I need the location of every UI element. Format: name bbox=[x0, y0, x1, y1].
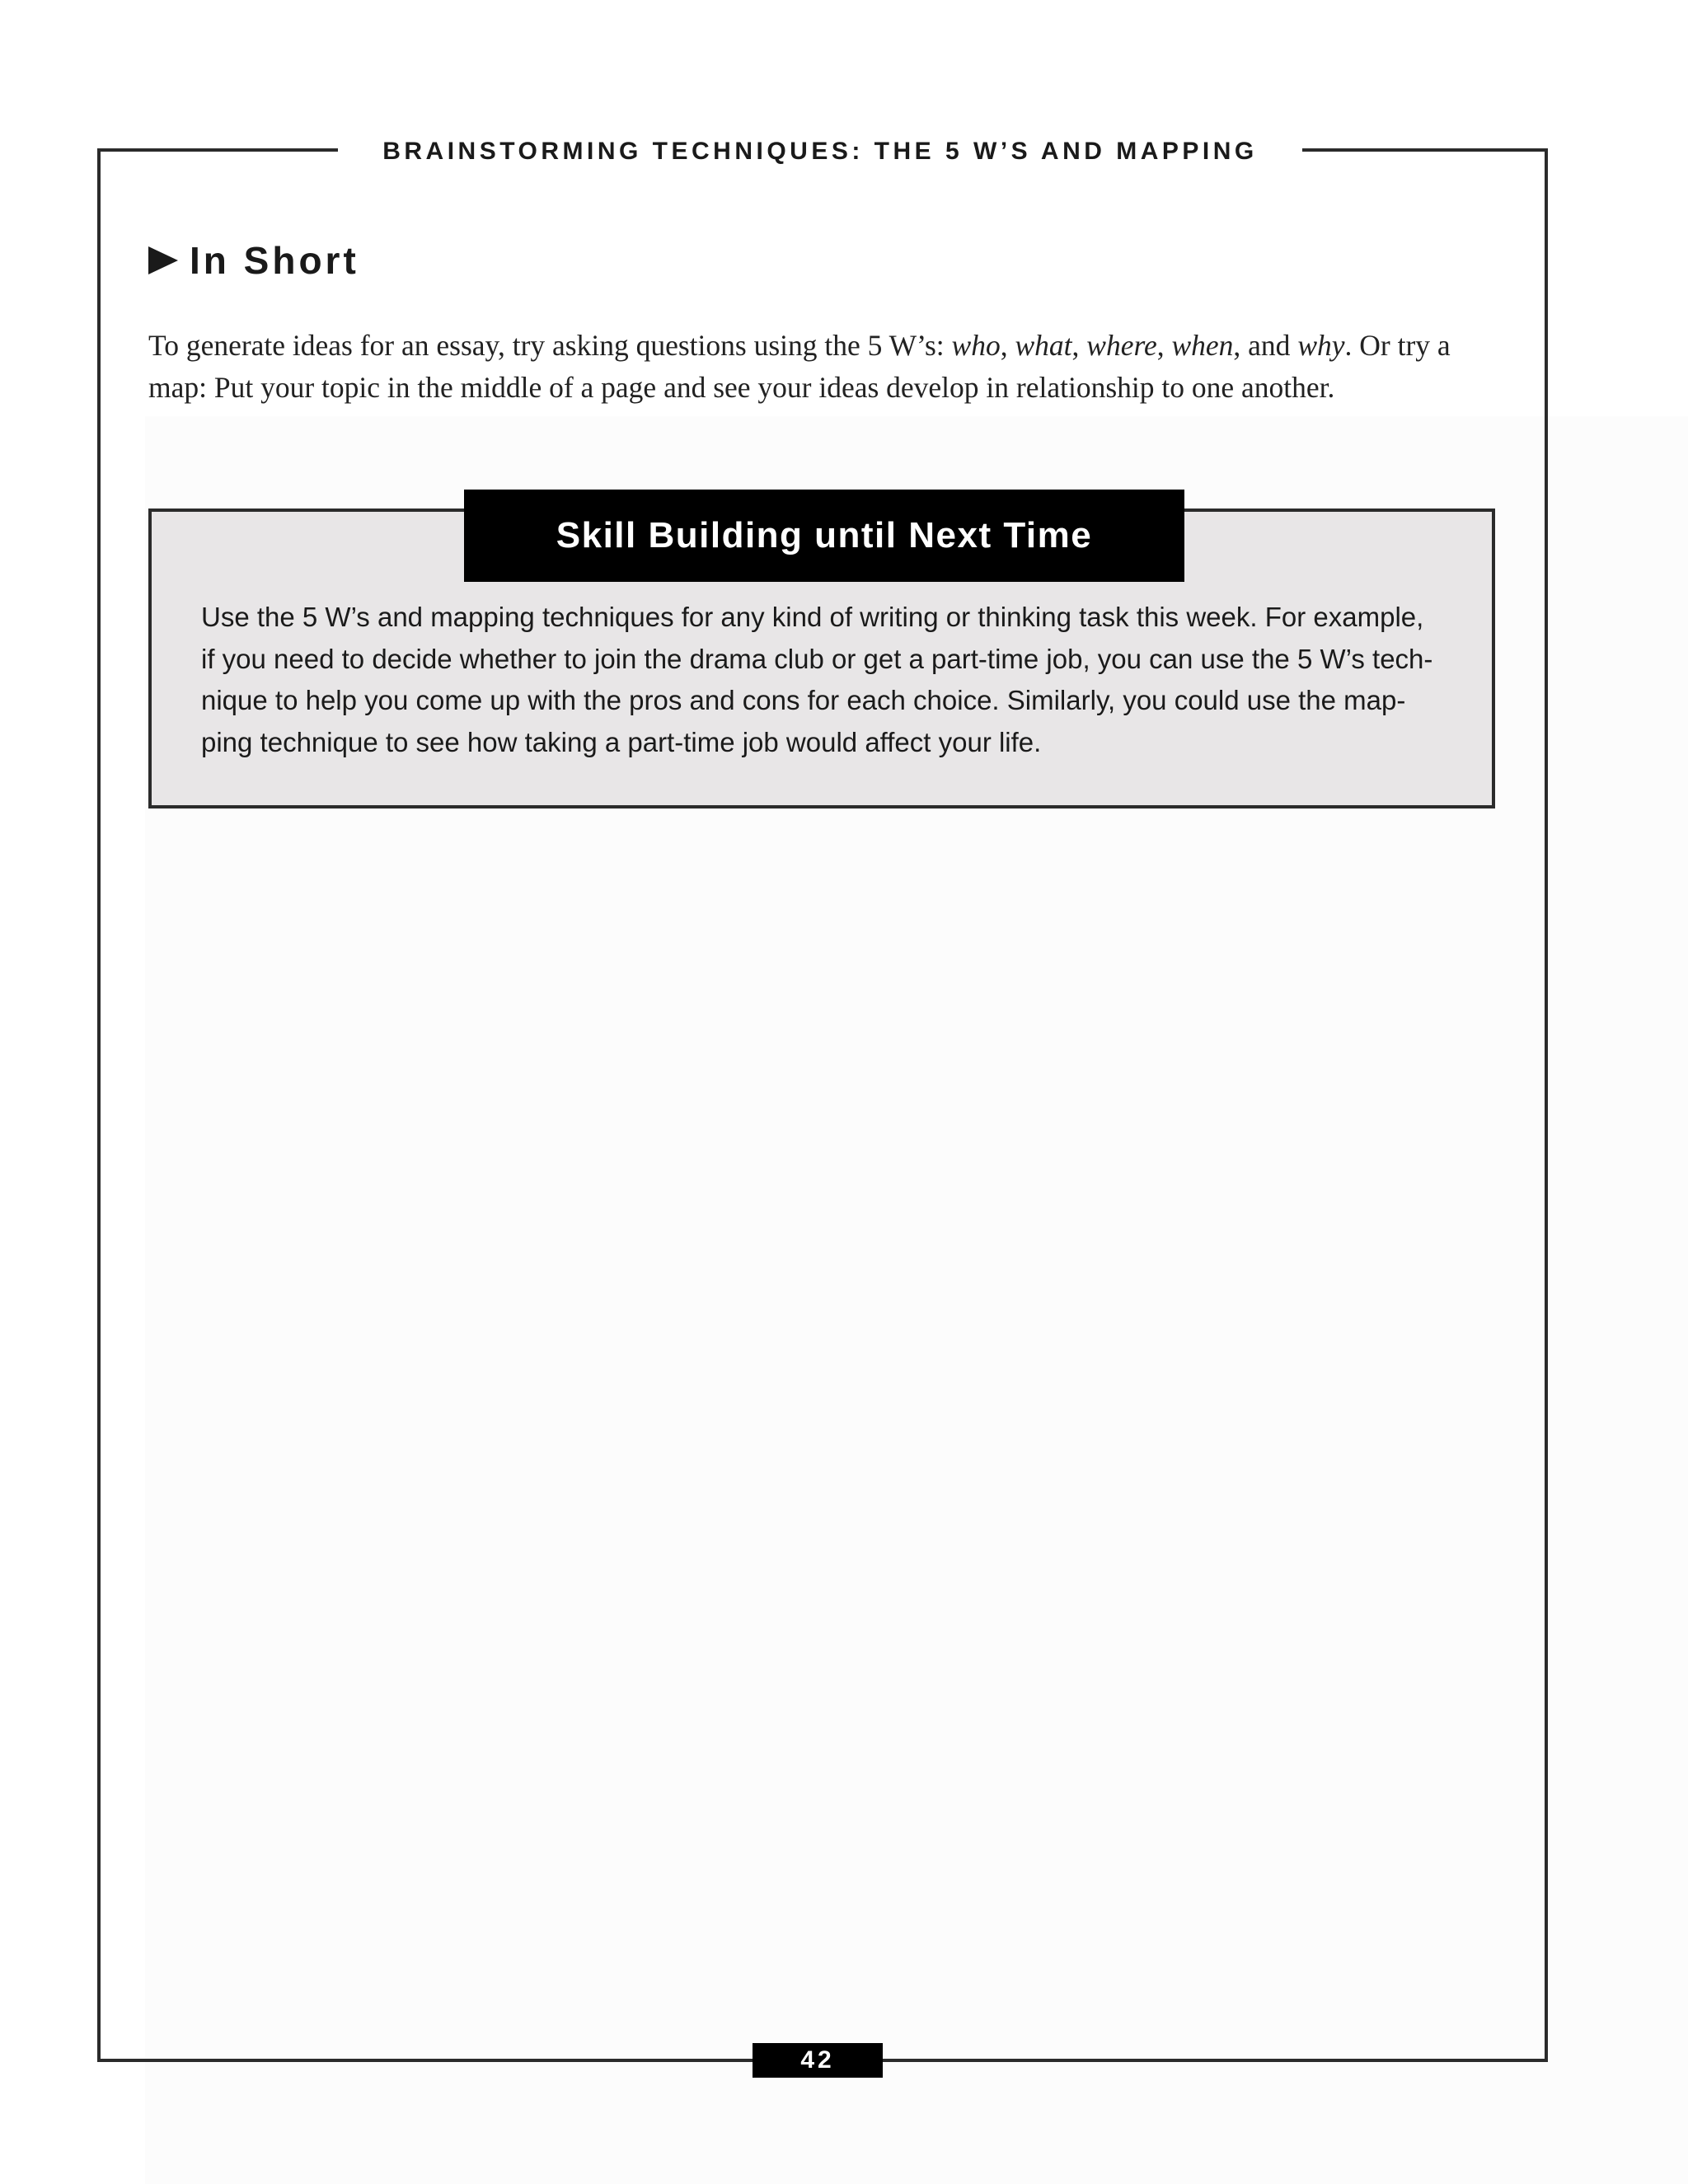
skill-building-text bbox=[201, 597, 1446, 763]
intro-separator: , bbox=[1156, 329, 1172, 362]
intro-text-end: . Or try a map: Put your topic in the middle of a page and see your ideas develop in relationship to one another. bbox=[148, 329, 1451, 404]
intro-separator: , bbox=[1000, 329, 1015, 362]
intro-where: where bbox=[1086, 329, 1157, 362]
intro-separator: , bbox=[1071, 329, 1087, 362]
page-frame bbox=[97, 148, 1548, 2062]
intro-why: why bbox=[1297, 329, 1345, 362]
intro-separator: , and bbox=[1233, 329, 1298, 362]
intro-paragraph bbox=[148, 325, 1500, 409]
skill-building-line: if you need to decide whether to join the drama club or get a part-time job, you can use the 5 W’s tech- bbox=[201, 643, 1433, 674]
skill-building-line: nique to help you come up with the pros and cons for each choice. Similarly, you could use the map- bbox=[201, 685, 1406, 715]
skill-building-title: Skill Building until Next Time bbox=[464, 490, 1184, 582]
intro-when: when bbox=[1171, 329, 1234, 362]
section-title: In Short bbox=[190, 239, 359, 282]
intro-what: what bbox=[1015, 329, 1072, 362]
running-head: BRAINSTORMING TECHNIQUES: THE 5 W’S AND MAPPING bbox=[338, 134, 1302, 170]
page-number: 42 bbox=[753, 2043, 883, 2078]
intro-who: who bbox=[951, 329, 1001, 362]
intro-text-start: To generate ideas for an essay, try asking questions using the 5 W’s: bbox=[148, 329, 952, 362]
skill-building-line: ping technique to see how taking a part-time job would affect your life. bbox=[201, 726, 1042, 757]
right-triangle-arrow-icon bbox=[148, 246, 178, 274]
skill-building-line: Use the 5 W’s and mapping techniques for any kind of writing or thinking task this week. For example, bbox=[201, 602, 1424, 632]
section-heading bbox=[148, 237, 359, 284]
